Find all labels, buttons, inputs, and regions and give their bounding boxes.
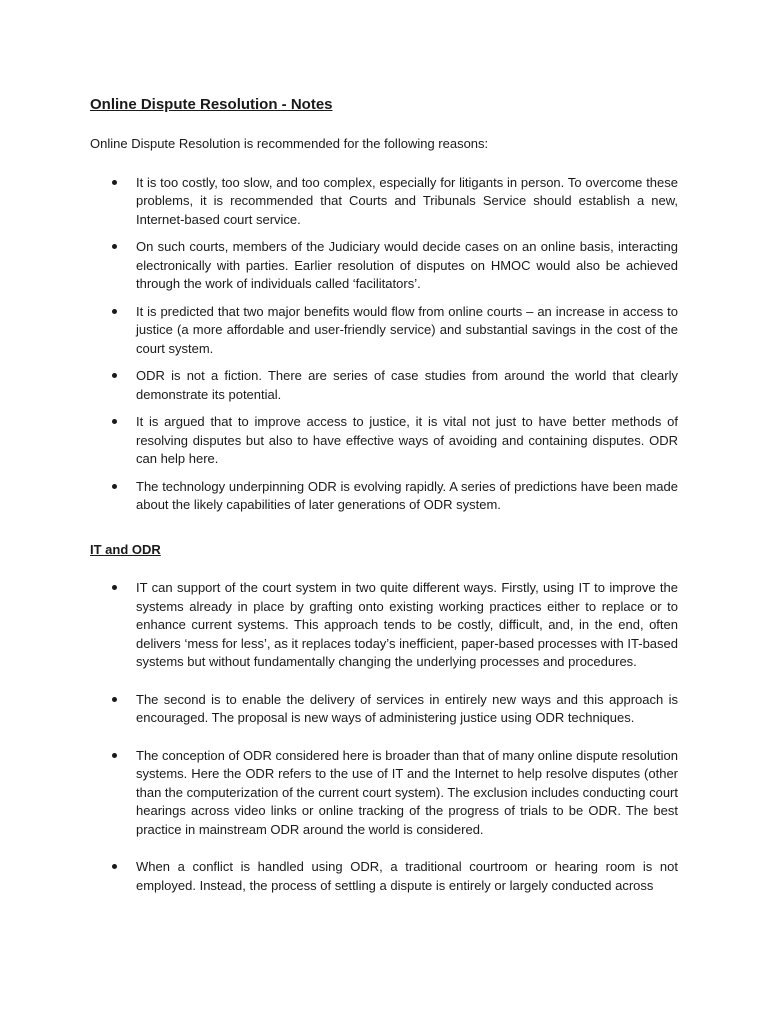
list-item	[90, 174, 678, 230]
list-item-text: IT can support of the court system in two quite different ways. Firstly, using IT to improve the systems already in place by grafting onto existing working practices either to replace or to enhance current systems. This approach tends to be costly, difficult, and, in the end, often delivers ‘mess for less’, as it replaces today’s inefficient, paper-based processes with IT-based systems but without fundamentally changing the underlying processes and procedures.	[136, 580, 678, 669]
list-item-text: It is argued that to improve access to justice, it is vital not just to have better methods of resolving disputes but also to have effective ways of avoiding and containing disputes. ODR can help here.	[136, 414, 678, 466]
list-item	[90, 478, 678, 515]
list-item	[90, 579, 678, 672]
list-item-text: ODR is not a fiction. There are series of case studies from around the world that clearly demonstrate its potential.	[136, 368, 678, 402]
document-title: Online Dispute Resolution - Notes	[90, 96, 333, 113]
section-heading: IT and ODR	[90, 541, 161, 557]
list-item-text: The second is to enable the delivery of services in entirely new ways and this approach is encouraged. The proposal is new ways of administering justice using ODR techniques.	[136, 691, 678, 725]
list-item	[90, 238, 678, 294]
list-item	[90, 367, 678, 404]
bullet-icon	[112, 180, 117, 185]
bullet-icon	[112, 585, 117, 590]
bullet-icon	[112, 309, 117, 314]
list-item-text: The technology underpinning ODR is evolving rapidly. A series of predictions have been made about the likely capabilities of later generations of ODR system.	[136, 478, 678, 512]
list-item	[90, 691, 678, 728]
list-item	[90, 413, 678, 469]
list-item	[90, 747, 678, 840]
intro-paragraph: Online Dispute Resolution is recommended for the following reasons:	[90, 136, 489, 151]
bullet-icon	[112, 697, 117, 702]
reasons-list	[90, 174, 678, 515]
it-odr-list	[90, 579, 678, 895]
list-item	[90, 858, 678, 895]
list-item-text: It is predicted that two major benefits would flow from online courts – an increase in access to justice (a more affordable and user-friendly service) and substantial savings in the cost of the court system.	[136, 303, 678, 356]
list-item-text: The conception of ODR considered here is broader than that of many online dispute resolution systems. Here the ODR refers to the use of IT and the Internet to help resolve disputes (other than the computerization of the current court system). The exclusion includes conducting court hearings across video links or online tracking of the progress of trials to be ODR. The best practice in mainstream ODR around the world is considered.	[136, 747, 678, 837]
bullet-icon	[112, 419, 117, 424]
bullet-icon	[112, 373, 117, 378]
bullet-icon	[112, 864, 117, 869]
bullet-icon	[112, 484, 117, 489]
bullet-icon	[112, 244, 117, 249]
list-item-text: When a conflict is handled using ODR, a traditional courtroom or hearing room is not employed. Instead, the process of settling a dispute is entirely or largely conducted across	[136, 859, 678, 893]
bullet-icon	[112, 753, 117, 758]
list-item-text: It is too costly, too slow, and too complex, especially for litigants in person. To overcome these problems, it is recommended that Courts and Tribunals Service should establish a new, Internet-based court service.	[136, 174, 678, 227]
list-item-text: On such courts, members of the Judiciary would decide cases on an online basis, interacting electronically with parties. Earlier resolution of disputes on HMOC would also be achieved through the work of individuals called ‘facilitators’.	[136, 239, 678, 291]
list-item	[90, 303, 678, 359]
